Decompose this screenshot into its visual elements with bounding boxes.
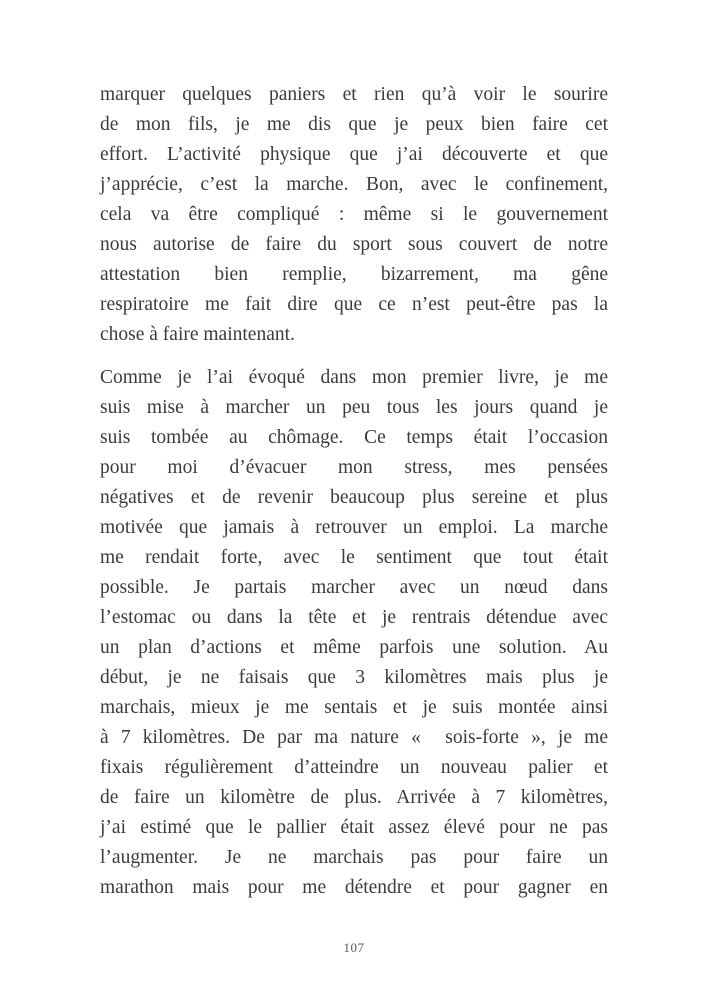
paragraph	[100, 80, 608, 350]
paragraph	[100, 363, 608, 903]
text-line: début, je ne faisais que 3 kilomètres mais plus je	[100, 667, 608, 688]
footer	[100, 939, 608, 957]
text-line: Comme je l’ai évoqué dans mon premier livre, je me	[100, 367, 608, 388]
text-line: un plan d’actions et même parfois une solution. Au	[100, 637, 608, 658]
text-line: j’apprécie, c’est la marche. Bon, avec le confinement,	[100, 174, 608, 195]
text-column	[100, 80, 608, 903]
text-line: pour moi d’évacuer mon stress, mes pensées	[100, 457, 608, 478]
text-line: chose à faire maintenant.	[100, 324, 295, 345]
text-line: suis tombée au chômage. Ce temps était l’occasion	[100, 427, 608, 448]
text-line: suis mise à marcher un peu tous les jours quand je	[100, 397, 608, 418]
text-line: marquer quelques paniers et rien qu’à voir le sourire	[100, 84, 608, 105]
text-line: me rendait forte, avec le sentiment que tout était	[100, 547, 608, 568]
text-line: de mon fils, je me dis que je peux bien faire cet	[100, 114, 608, 135]
text-line: l’estomac ou dans la tête et je rentrais détendue avec	[100, 607, 608, 628]
text-line: possible. Je partais marcher avec un nœud dans	[100, 577, 608, 598]
text-line: cela va être compliqué : même si le gouvernement	[100, 204, 608, 225]
page-number: 107	[343, 940, 365, 955]
text-line: marathon mais pour me détendre et pour gagner en	[100, 877, 608, 898]
text-line: motivée que jamais à retrouver un emploi. La marche	[100, 517, 608, 538]
text-line: négatives et de revenir beaucoup plus sereine et plus	[100, 487, 608, 508]
text-line: respiratoire me fait dire que ce n’est peut-être pas la	[100, 294, 608, 315]
text-line: l’augmenter. Je ne marchais pas pour faire un	[100, 847, 608, 868]
text-line: de faire un kilomètre de plus. Arrivée à 7 kilomètres,	[100, 787, 608, 808]
text-line: j’ai estimé que le pallier était assez élevé pour ne pas	[100, 817, 608, 838]
text-line: à 7 kilomètres. De par ma nature « sois-forte », je me	[100, 727, 608, 748]
text-line: attestation bien remplie, bizarrement, ma gêne	[100, 264, 608, 285]
text-line: marchais, mieux je me sentais et je suis montée ainsi	[100, 697, 608, 718]
text-line: nous autorise de faire du sport sous couvert de notre	[100, 234, 608, 255]
text-line: effort. L’activité physique que j’ai découverte et que	[100, 144, 608, 165]
text-line: fixais régulièrement d’atteindre un nouveau palier et	[100, 757, 608, 778]
